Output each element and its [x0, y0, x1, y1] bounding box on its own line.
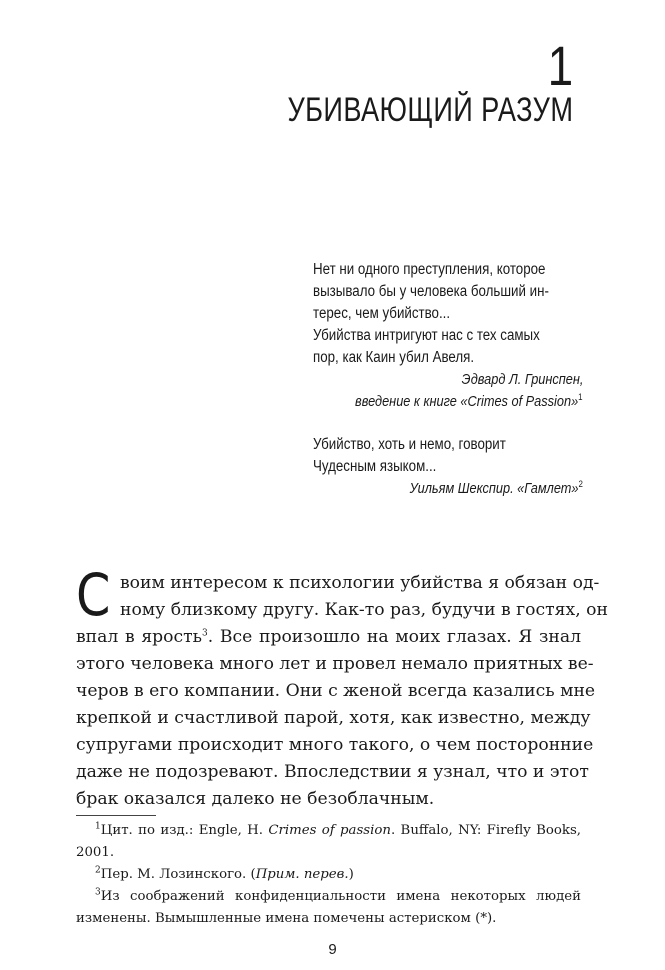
- footnote-ref: 1: [578, 392, 583, 403]
- epigraph-author: Эдвард Л. Гринспен,: [461, 372, 583, 388]
- epigraph-line: терес, чем убийство...: [313, 305, 451, 322]
- body-line: супругами происходит много такого, о чем посторонние: [76, 735, 594, 755]
- body-line: впал в ярость$^3$. Все произошло на моих глазах. Я знал: [76, 627, 581, 647]
- epigraph-author: Уильям Шекспир. «Гамлет»$^2$: [409, 479, 583, 497]
- body-paragraph: [76, 570, 608, 813]
- footnote-ref: 2: [578, 479, 583, 490]
- epigraph-line: пор, как Каин убил Авеля.: [313, 349, 475, 366]
- drop-cap: С: [76, 561, 111, 629]
- footnote: $^1$Цит. по изд.: Engle, H. Crimes of passion. Buffalo, NY: Firefly Books,: [95, 821, 581, 838]
- body-line: крепкой и счастливой парой, хотя, как известно, между: [76, 708, 591, 728]
- chapter-number: 1: [547, 34, 573, 97]
- epigraph: [313, 259, 583, 413]
- body-line: воим интересом к психологии убийства я обязан од-: [120, 573, 600, 593]
- footnote: $^2$Пер. М. Лозинского. (Прим. перев.): [95, 865, 354, 882]
- footnote-continuation: 2001.: [76, 845, 115, 860]
- body-line: черов в его компании. Они с женой всегда казались мне: [76, 681, 596, 701]
- footnotes: [76, 820, 581, 930]
- epigraphs: [313, 259, 583, 500]
- epigraph-line: Убийство, хоть и немо, говорит: [313, 436, 506, 453]
- epigraph: [313, 434, 583, 500]
- chapter-title: УБИВАЮЩИЙ РАЗУМ: [287, 91, 573, 129]
- page-number: 9: [328, 941, 337, 958]
- epigraph-line: вызывало бы у человека больший ин-: [313, 283, 549, 300]
- body-line: даже не подозревают. Впоследствии я узнал, что и этот: [76, 762, 589, 782]
- footnote-ref: 3: [202, 628, 208, 639]
- epigraph-line: Чудесным языком...: [313, 458, 437, 475]
- epigraph-line: Нет ни одного преступления, которое: [313, 261, 546, 278]
- body-line: брак оказался далеко не безоблачным.: [76, 789, 435, 809]
- footnote: $^3$Из соображений конфиденциальности имена некоторых людей: [95, 887, 581, 904]
- epigraph-line: Убийства интригуют нас с тех самых: [313, 327, 540, 344]
- footnote-divider: [76, 815, 156, 816]
- footnote-continuation: изменены. Вымышленные имена помечены астериском (*).: [76, 911, 497, 926]
- body-line: ному близкому другу. Как-то раз, будучи в гостях, он: [120, 600, 608, 620]
- epigraph-source: введение к книге «Crimes of Passion»$^1$: [355, 392, 583, 410]
- body-line: этого человека много лет и провел немало приятных ве-: [76, 654, 594, 674]
